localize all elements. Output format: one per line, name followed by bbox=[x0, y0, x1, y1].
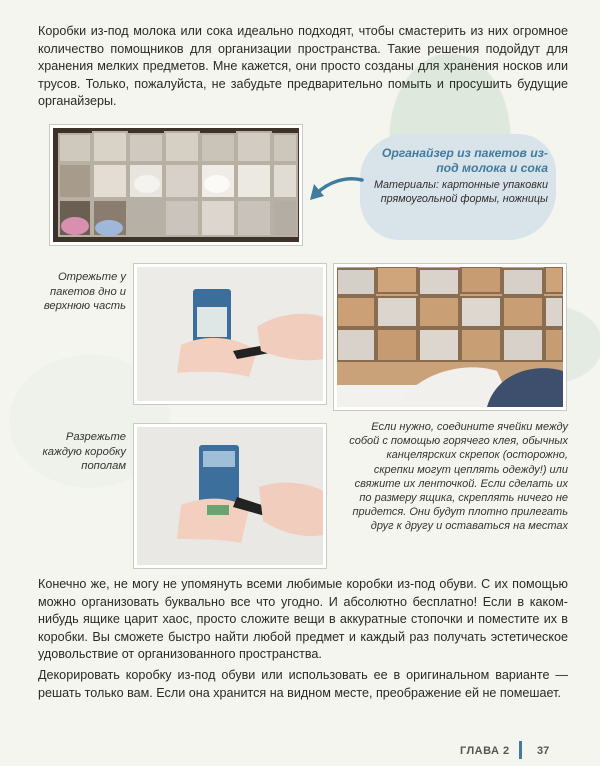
step1-caption: Отрежьте у пакетов дно и верхнюю часть bbox=[43, 271, 126, 312]
intro-paragraph: Коробки из-под молока или сока идеально подходят, чтобы смастерить из них огромное количество помощников для организации пространства. Такие решения подойдут для хранения мелких предметов. Мне кажется, они просто созданы для хранения носков или трусов. Только, пожалуйста, не забудьте предварительно помыть и просушить будущие органайзеры. bbox=[38, 24, 568, 108]
organizer-photo bbox=[50, 125, 302, 245]
callout-materials: Материалы: картонные упаковки прямоугольной формы, ножницы bbox=[373, 179, 548, 205]
callout-title: Органайзер из пакетов из-под молока и сока bbox=[381, 146, 548, 175]
tip-caption: Если нужно, соедините ячейки между собой с помощью горячего клея, обычных канцелярских скрепок (осторожно, скрепки могут цеплять одежду!) или свяжите их ленточкой. Если сделать их по размеру ящика, скреплять ничего не придется. Они будут плотно прилегать друг к другу и оставаться на местах bbox=[349, 421, 568, 533]
footer-divider bbox=[519, 741, 522, 759]
shoeboxes-paragraph: Конечно же, не могу не упомянуть всеми любимые коробки из-под обуви. С их помощью можно организовать буквально все что угодно. И абсолютно бесплатно! Если в каком-нибудь ящике царит хаос, просто сложите вещи в аккуратные стопочки и поместите их в коробки. Вы сможете быстро найти любой предмет и каждый раз получать эстетическое удовольствие от организованного пространства. bbox=[38, 577, 568, 661]
page-number: 37 bbox=[537, 745, 550, 757]
drawer-organizer-photo bbox=[334, 264, 566, 410]
step2-caption: Разрежьте каждую коробку пополам bbox=[42, 431, 126, 472]
decorate-paragraph: Декорировать коробку из-под обуви или использовать ее в оригинальном варианте — решать только вам. Если она хранится на видном месте, преображение ей не помешает. bbox=[38, 668, 568, 700]
cutting-carton-photo bbox=[134, 264, 326, 404]
chapter-label: ГЛАВА 2 bbox=[460, 745, 510, 757]
halving-carton-photo bbox=[134, 424, 326, 568]
arrow-left-icon bbox=[306, 170, 366, 206]
